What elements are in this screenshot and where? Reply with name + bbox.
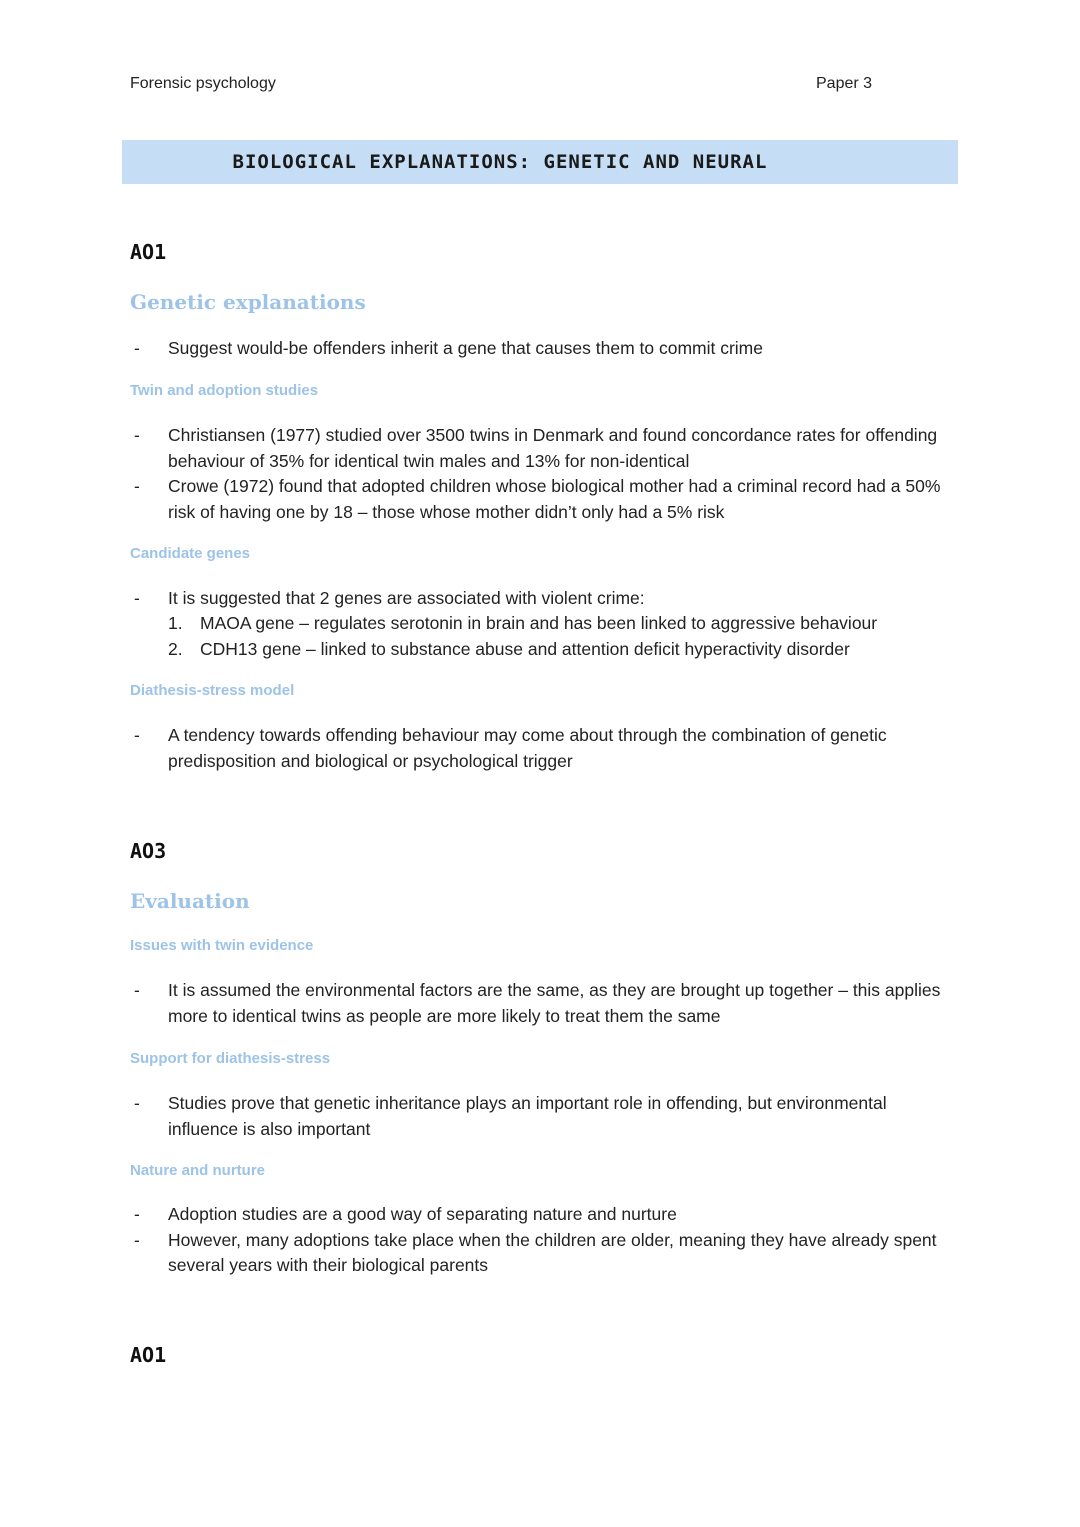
- subheading-nature-nurture: Nature and nurture: [130, 1162, 266, 1179]
- list-item-text: Suggest would-be offenders inherit a gene that causes them to commit crime: [168, 338, 763, 358]
- candidate-genes-list: [130, 586, 960, 612]
- item-number: 2.: [168, 638, 183, 659]
- subheading-support-diathesis: Support for diathesis-stress: [130, 1050, 331, 1067]
- intro-list: [130, 336, 960, 362]
- list-item: [130, 1202, 960, 1228]
- list-item: [130, 978, 960, 1029]
- list-item: [130, 723, 960, 774]
- bullet-dash: -: [134, 425, 140, 445]
- numbered-item: [130, 611, 960, 637]
- ao1-label: AO1: [130, 240, 167, 264]
- item-number: 1.: [168, 613, 183, 633]
- list-item-text: Crowe (1972) found that adopted children whose biological mother had a criminal record had a 50% risk of having one by 18 – those whose mother didn’t only had a 5% risk: [168, 476, 941, 522]
- section-title-genetic: Genetic explanations: [130, 290, 366, 314]
- list-item-text: It is assumed the environmental factors are the same, as they are brought up together – this applies more to identical twins as people are more likely to treat them the same: [168, 980, 941, 1026]
- header-subject: Forensic psychology: [130, 75, 276, 92]
- list-item: [130, 423, 960, 474]
- list-item: [130, 1091, 960, 1142]
- bullet-dash: -: [134, 338, 140, 358]
- list-item: [130, 586, 960, 612]
- subheading-diathesis-stress: Diathesis-stress model: [130, 682, 295, 699]
- bullet-dash: -: [134, 980, 140, 1000]
- ao1-next-label: AO1: [130, 1343, 167, 1367]
- title-banner: [122, 140, 958, 184]
- list-item-text: Adoption studies are a good way of separating nature and nurture: [168, 1204, 677, 1224]
- list-item-text: However, many adoptions take place when the children are older, meaning they have already spent several years with their biological parents: [168, 1229, 937, 1275]
- list-item: [130, 474, 960, 525]
- bullet-dash: -: [134, 1204, 140, 1224]
- bullet-dash: -: [134, 1229, 140, 1250]
- candidate-genes-numbered-list: [130, 611, 960, 662]
- list-item-text: It is suggested that 2 genes are associated with violent crime:: [168, 588, 645, 608]
- nature-nurture-list: [130, 1202, 960, 1279]
- ao3-label: AO3: [130, 839, 167, 863]
- list-item: [130, 336, 960, 362]
- subheading-candidate-genes: Candidate genes: [130, 545, 251, 562]
- list-item: [130, 1228, 960, 1279]
- header-paper: Paper 3: [816, 75, 873, 92]
- list-item-text: Studies prove that genetic inheritance plays an important role in offending, but environmental influence is also important: [168, 1093, 887, 1139]
- section-title-evaluation: Evaluation: [130, 889, 250, 913]
- diathesis-list: [130, 723, 960, 774]
- subheading-twin-issues: Issues with twin evidence: [130, 937, 314, 954]
- bullet-dash: -: [134, 588, 140, 608]
- support-list: [130, 1091, 960, 1142]
- numbered-item-text: MAOA gene – regulates serotonin in brain and has been linked to aggressive behaviour: [200, 613, 878, 633]
- list-item-text: A tendency towards offending behaviour may come about through the combination of genetic predisposition and biological or psychological trigger: [168, 725, 887, 771]
- twin-issues-list: [130, 978, 960, 1029]
- page-title: BIOLOGICAL EXPLANATIONS: GENETIC AND NEURAL: [232, 151, 768, 173]
- list-item-text: Christiansen (1977) studied over 3500 twins in Denmark and found concordance rates for offending behaviour of 35% for identical twin males and 13% for non-identical: [168, 425, 938, 471]
- numbered-item-text: CDH13 gene – linked to substance abuse and attention deficit hyperactivity disorder: [200, 638, 850, 659]
- twin-adoption-list: [130, 423, 960, 525]
- bullet-dash: -: [134, 476, 140, 496]
- bullet-dash: -: [134, 1093, 140, 1113]
- bullet-dash: -: [134, 725, 140, 745]
- subheading-twin-adoption: Twin and adoption studies: [130, 382, 319, 399]
- numbered-item: [130, 637, 960, 663]
